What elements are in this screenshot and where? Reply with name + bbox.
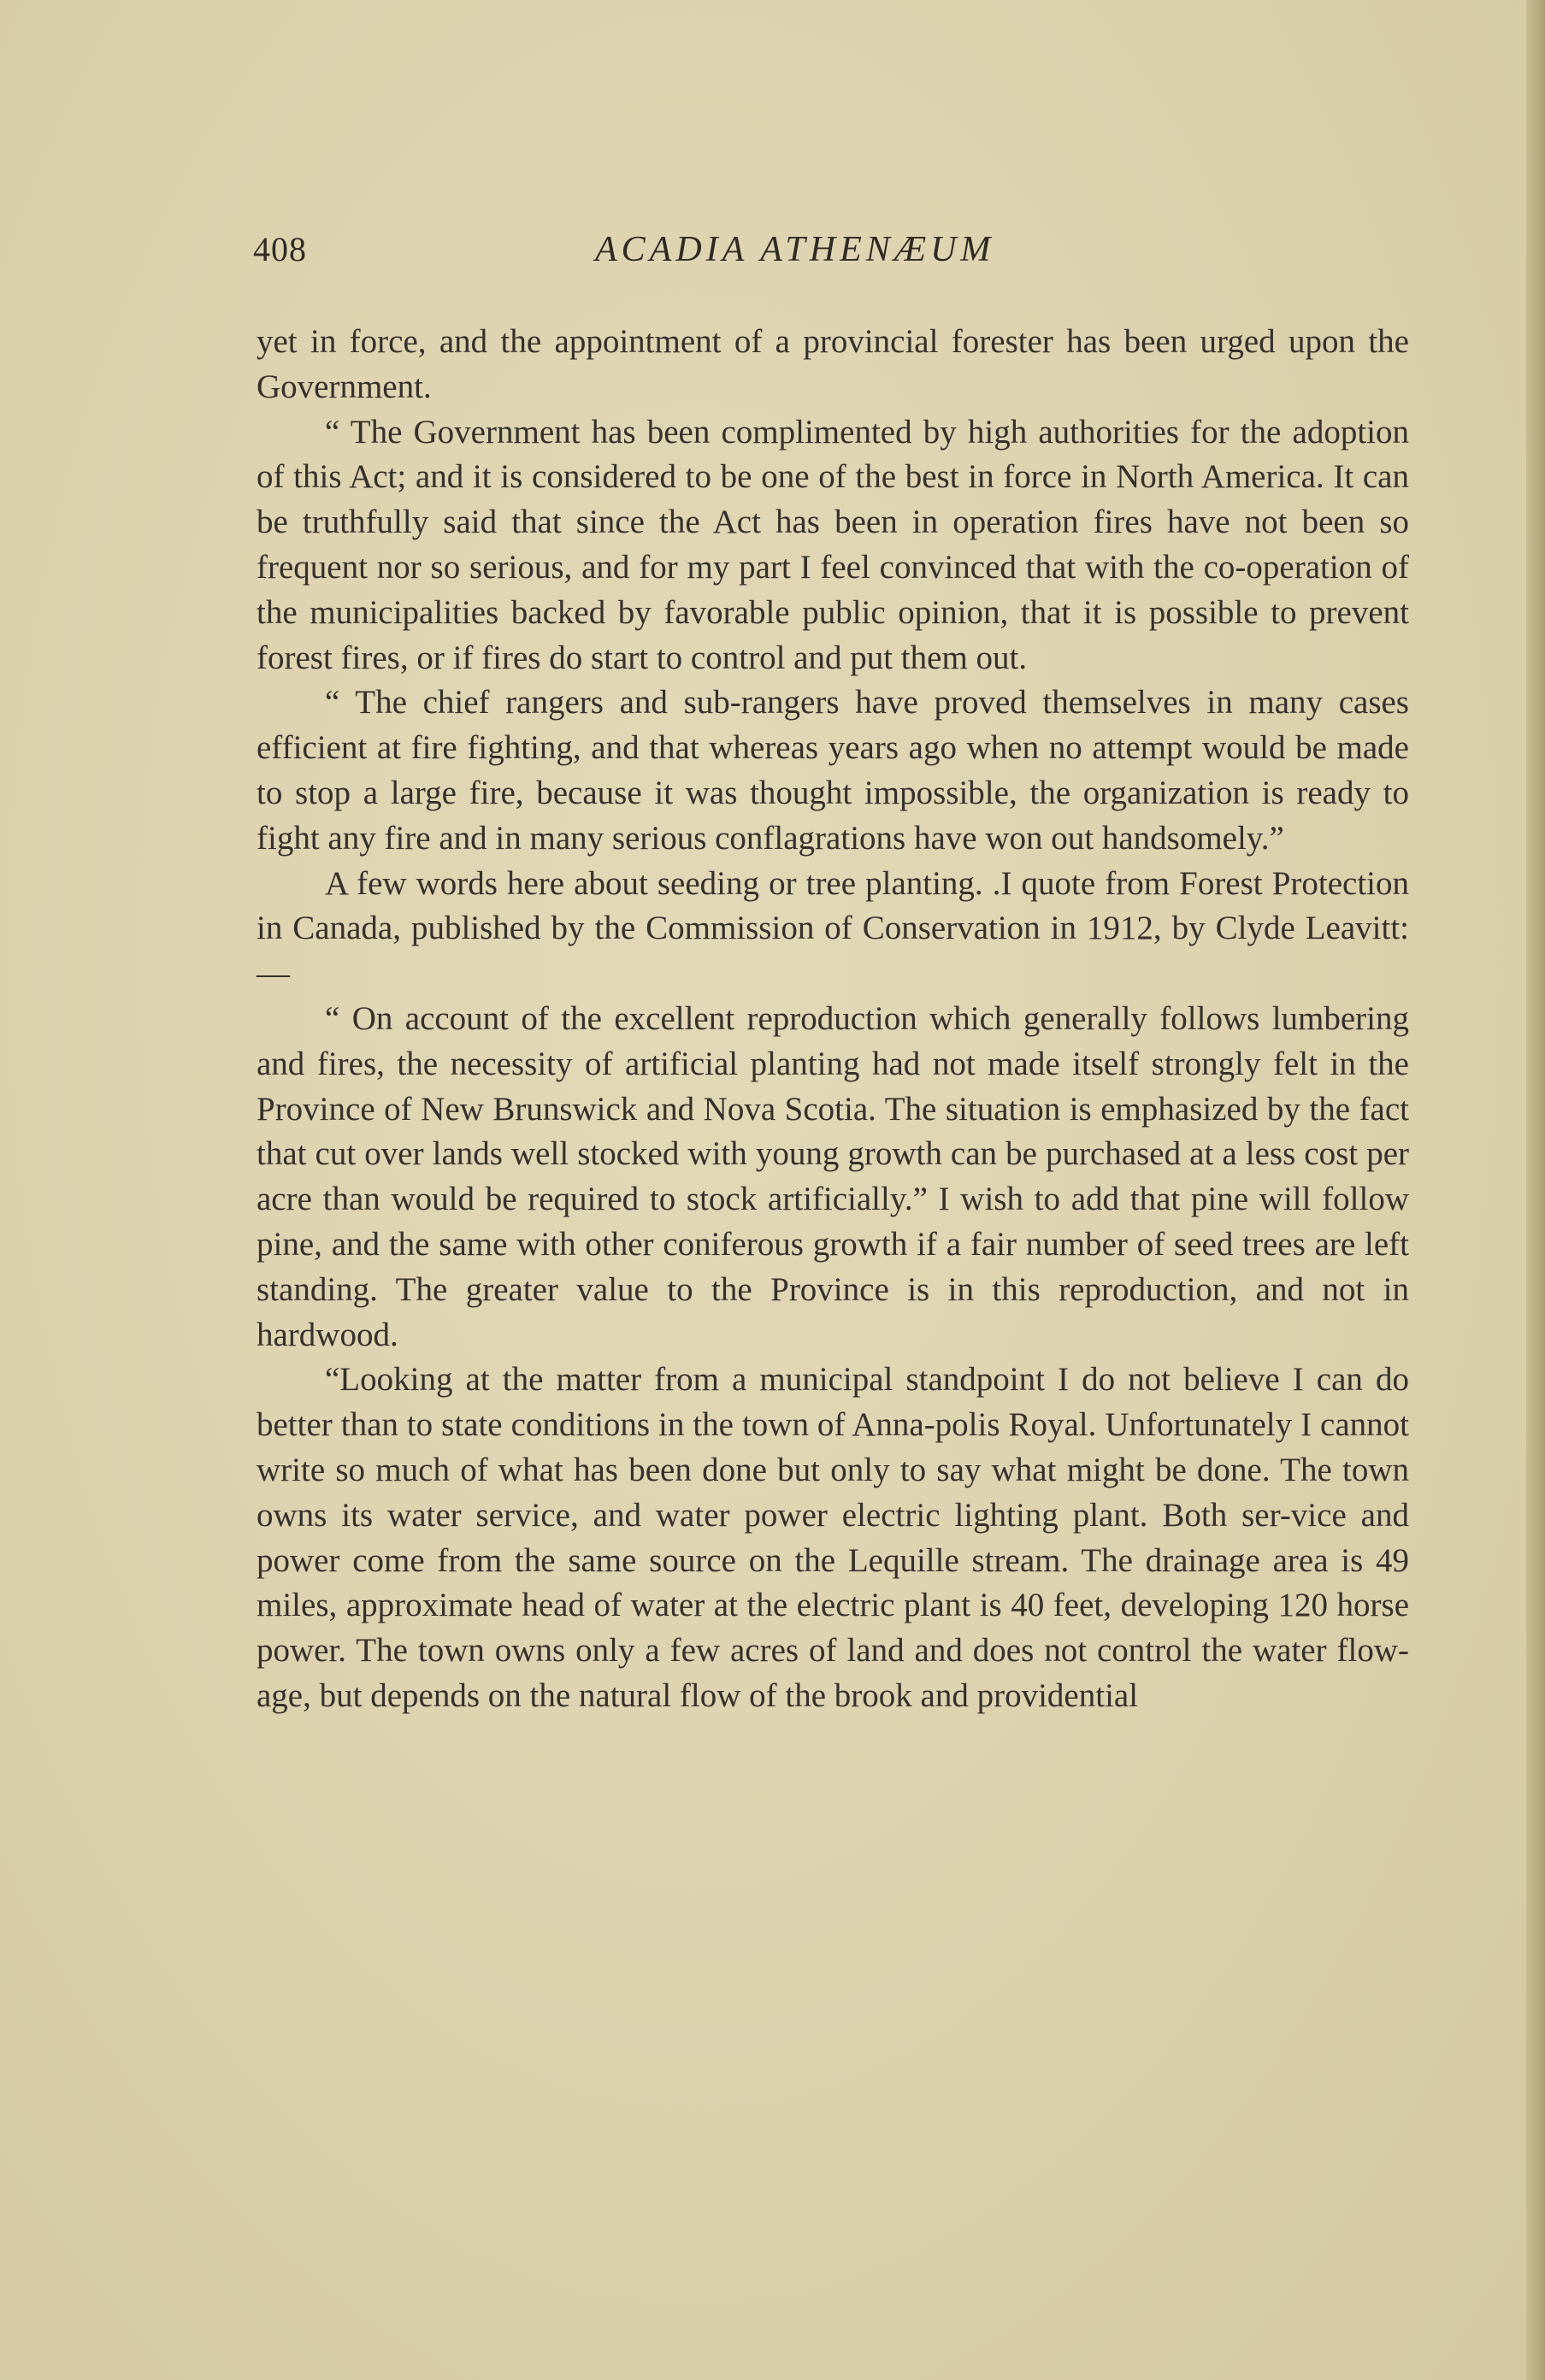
paragraph: yet in force, and the appointment of a provincial forester has been urged upon the Government. <box>257 323 1409 405</box>
paragraph: “ The Government has been complimented by high authorities for the adoption of this Act; and it is considered to be one of the best in force in North America. It can be truthfully said that since the Act has been in operation fires have not been so frequent nor so serious, and for my part I feel convinced that with the co-operation of the municipalities backed by favorable public opinion, that it is possible to prevent forest fires, or if fires do start to control and put them out. <box>257 413 1409 676</box>
page-edge <box>1526 0 1545 2380</box>
body-text <box>257 320 1409 1719</box>
page-number: 408 <box>253 230 307 268</box>
paragraph: “ The chief rangers and sub-rangers have proved themselves in many cases efficient at fire fighting, and that whereas years ago when no attempt would be made to stop a large fire, because it was thought impossible, the organization is ready to fight any fire and in many serious conflagrations have won out handsomely.” <box>257 684 1409 857</box>
paragraph: A few words here about seeding or tree planting. .I quote from Forest Protection in Canada, published by the Commission of Conservation in 1912, by Clyde Leavitt:— <box>257 864 1409 993</box>
page-header <box>253 229 1407 280</box>
paragraph: “ On account of the excellent reproduction which generally follows lumbering and fires, the necessity of artificial planting had not made itself strongly felt in the Province of New Brunswick and Nova Scotia. The situation is emphasized by the fact that cut over lands well stocked with young growth can be purchased at a less cost per acre than would be required to stock artificially.” I wish to add that pine will follow pine, and the same with other coniferous growth if a fair number of seed trees are left standing. The greater value to the Province is in this reproduction, and not in hardwood. <box>257 999 1409 1353</box>
paragraph: “Looking at the matter from a municipal standpoint I do not believe I can do better than to state conditions in the town of Anna-polis Royal. Unfortunately I cannot write so much of what has been done but only to say what might be done. The town owns its water service, and water power electric lighting plant. Both ser-vice and power come from the same source on the Lequille stream. The drainage area is 49 miles, approximate head of water at the electric plant is 40 feet, developing 120 horse power. The town owns only a few acres of land and does not control the water flow-age, but depends on the natural flow of the brook and providential <box>257 1361 1409 1714</box>
running-title: ACADIA ATHENÆUM <box>595 230 995 269</box>
